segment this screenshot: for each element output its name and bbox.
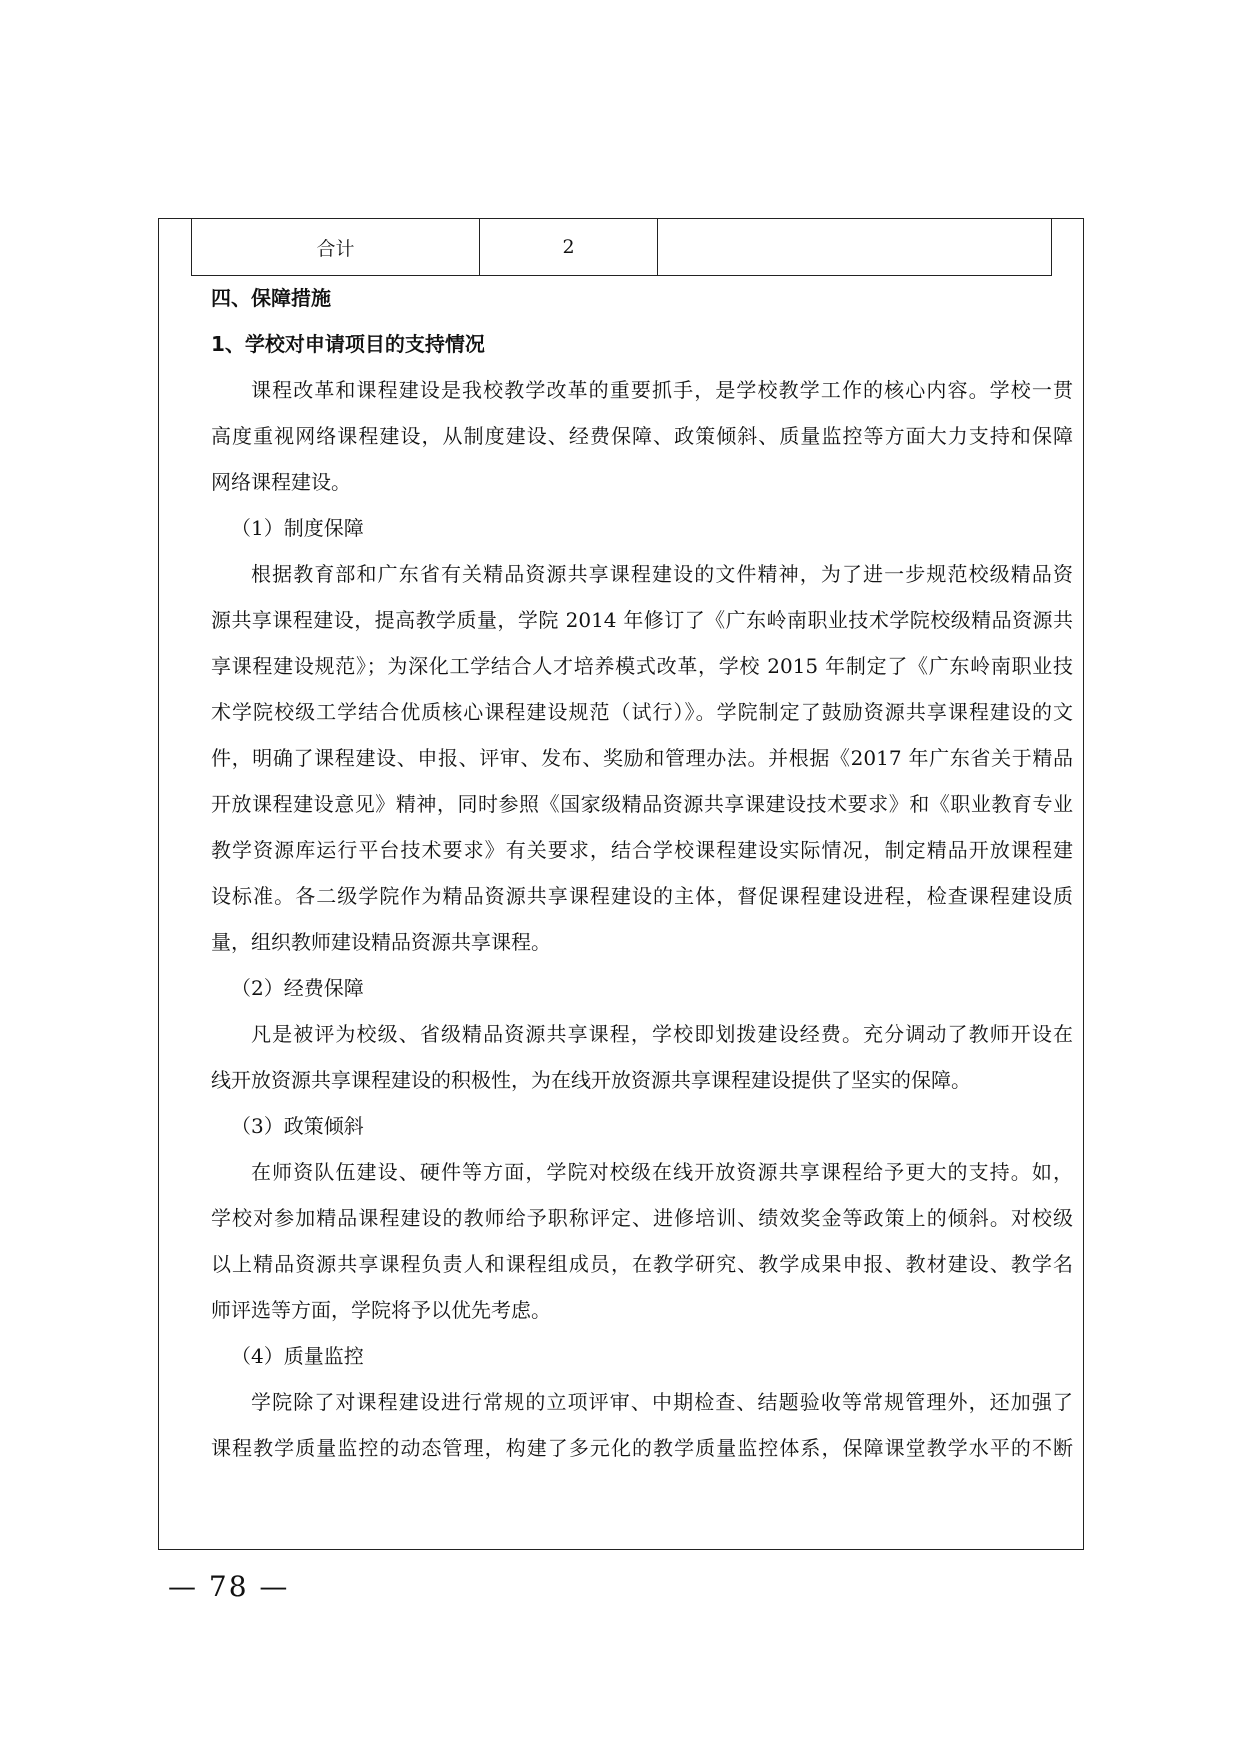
text-line: 术学院校级工学结合优质核心课程建设规范（试行）》。学院制定了鼓励资源共享课程建设的文 xyxy=(211,700,1073,724)
document-frame xyxy=(158,218,1084,1550)
text-line: 课程教学质量监控的动态管理，构建了多元化的教学质量监控体系，保障课堂教学水平的不断 xyxy=(211,1436,1073,1460)
table-row xyxy=(192,219,1052,276)
text-line: （3）政策倾斜 xyxy=(231,1114,364,1138)
paragraph-lines xyxy=(211,367,1073,1471)
text-line: 学校对参加精品课程建设的教师给予职称评定、进修培训、绩效奖金等政策上的倾斜。对校级 xyxy=(211,1206,1073,1230)
text-line: 高度重视网络课程建设，从制度建设、经费保障、政策倾斜、质量监控等方面大力支持和保障 xyxy=(211,424,1073,448)
text-line: 在师资队伍建设、硬件等方面，学院对校级在线开放资源共享课程给予更大的支持。如， xyxy=(251,1160,1073,1184)
text-line: 量，组织教师建设精品资源共享课程。 xyxy=(211,930,551,954)
text-line: 教学资源库运行平台技术要求》有关要求，结合学校课程建设实际情况，制定精品开放课程建 xyxy=(211,838,1073,862)
text-line: 网络课程建设。 xyxy=(211,470,351,494)
text-line: 开放课程建设意见》精神，同时参照《国家级精品资源共享课建设技术要求》和《职业教育专业 xyxy=(211,792,1073,816)
text-line: 师评选等方面，学院将予以优先考虑。 xyxy=(211,1298,551,1322)
section-heading: 四、保障措施 xyxy=(211,286,331,310)
text-line: 根据教育部和广东省有关精品资源共享课程建设的文件精神，为了进一步规范校级精品资 xyxy=(251,562,1073,586)
summary-value-cell: 2 xyxy=(480,219,658,276)
page-number: — 78 — xyxy=(168,1570,290,1603)
text-line: 设标准。各二级学院作为精品资源共享课程建设的主体，督促课程建设进程，检查课程建设质 xyxy=(211,884,1073,908)
subheading: 1、学校对申请项目的支持情况 xyxy=(211,332,485,356)
text-line: 享课程建设规范》；为深化工学结合人才培养模式改革，学校 2015 年制定了《广东岭南职业技 xyxy=(211,654,1073,678)
summary-label-cell: 合计 xyxy=(192,219,480,276)
text-line: （2）经费保障 xyxy=(231,976,364,1000)
summary-table xyxy=(191,219,1052,276)
content-body xyxy=(211,275,1073,1471)
text-line: 凡是被评为校级、省级精品资源共享课程，学校即划拨建设经费。充分调动了教师开设在 xyxy=(251,1022,1073,1046)
text-line: （1）制度保障 xyxy=(231,516,364,540)
text-line: 源共享课程建设，提高教学质量，学院 2014 年修订了《广东岭南职业技术学院校级精品资源共 xyxy=(211,608,1073,632)
text-line: 件，明确了课程建设、申报、评审、发布、奖励和管理办法。并根据《2017 年广东省关于精品 xyxy=(211,746,1073,770)
text-line: 课程改革和课程建设是我校教学改革的重要抓手，是学校教学工作的核心内容。学校一贯 xyxy=(251,378,1073,402)
text-line: 学院除了对课程建设进行常规的立项评审、中期检查、结题验收等常规管理外，还加强了 xyxy=(251,1390,1073,1414)
text-line: 线开放资源共享课程建设的积极性，为在线开放资源共享课程建设提供了坚实的保障。 xyxy=(211,1068,971,1092)
summary-remark-cell xyxy=(658,219,1052,276)
text-line: （4）质量监控 xyxy=(231,1344,364,1368)
text-line: 以上精品资源共享课程负责人和课程组成员，在教学研究、教学成果申报、教材建设、教学名 xyxy=(211,1252,1073,1276)
